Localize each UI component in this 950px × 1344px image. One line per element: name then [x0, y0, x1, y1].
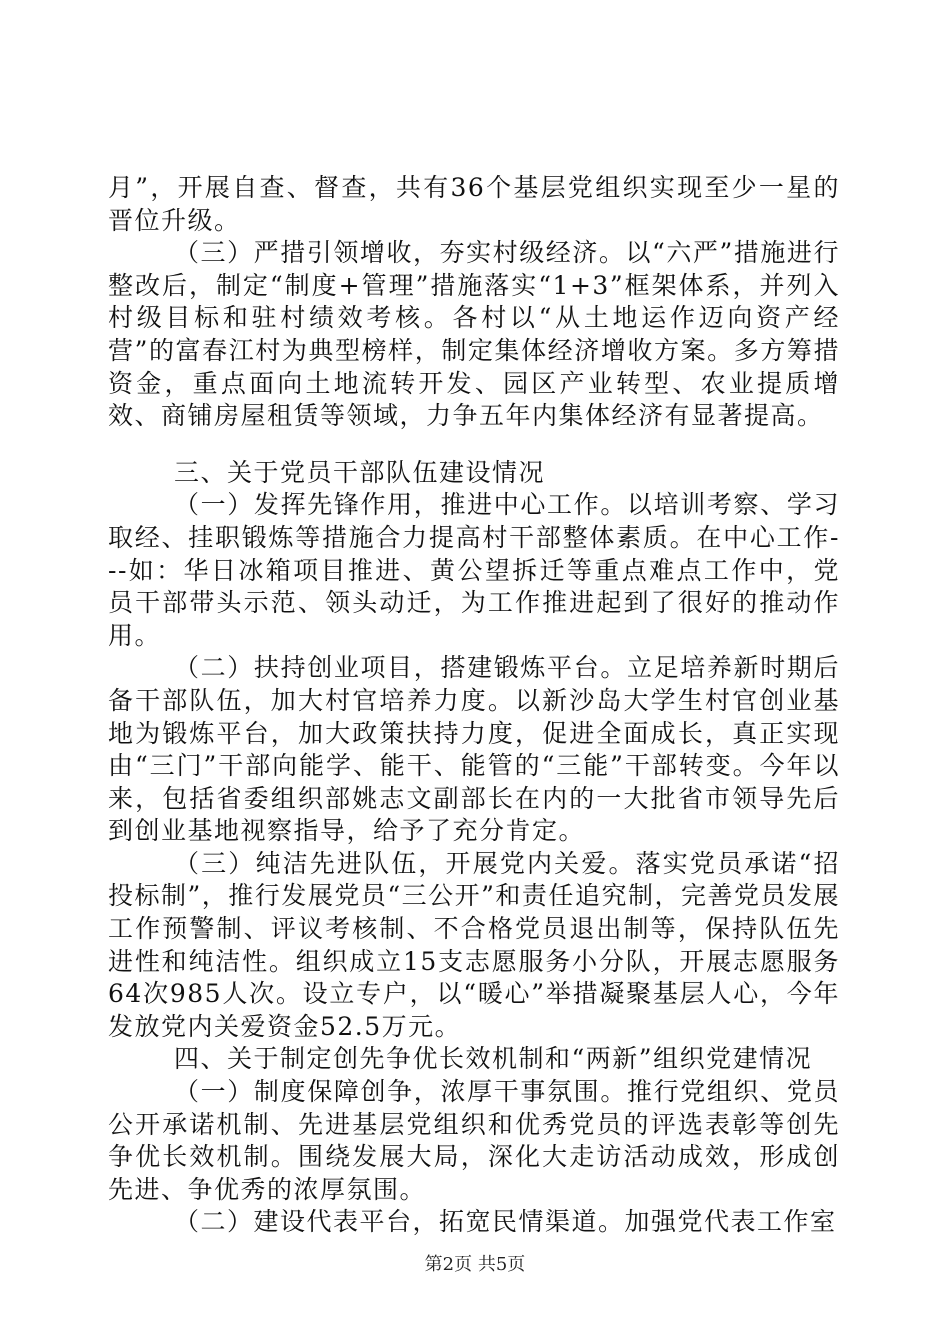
- paragraph-representative-platform: （二）建设代表平台，拓宽民情渠道。加强党代表工作室: [174, 1207, 837, 1237]
- section-gap: [108, 433, 840, 457]
- section-heading-mechanisms: 四、关于制定创先争优长效机制和“两新”组织党建情况: [174, 1044, 813, 1074]
- document-body: [108, 172, 840, 1239]
- paragraph-team-purity: （三）纯洁先进队伍，开展党内关爱。落实党员承诺“招投标制”，推行发展党员“三公开”和责任追究制，完善党员发展工作预警制、评议考核制、不合格党员退出制等，保持队伍先进性和纯洁性。组织成立15支志愿服务小分队，开展志愿服务64次985人次。设立专户，以“暖心”举措凝聚基层人心，今年发放党内关爱资金52.5万元。: [108, 848, 840, 1041]
- paragraph-system-guarantee: （一）制度保障创争，浓厚干事氛围。推行党组织、党员公开承诺机制、先进基层党组织和优秀党员的评选表彰等创先争优长效机制。围绕发展大局，深化大走访活动成效，形成创先进、争优秀的浓厚氛围。: [108, 1077, 840, 1204]
- paragraph-village-economy: （三）严措引领增收，夯实村级经济。以“六严”措施进行整改后，制定“制度+管理”措施落实“1+3”框架体系，并列入村级目标和驻村绩效考核。各村以“从土地运作迈向资产经营”的富春江村为典型榜样，制定集体经济增收方案。多方筹措资金，重点面向土地流转开发、园区产业转型、农业提质增效、商铺房屋租赁等领域，力争五年内集体经济有显著提高。: [108, 238, 840, 431]
- page-number-footer: 第2页 共5页: [424, 1254, 526, 1275]
- section-heading-party-cadres: 三、关于党员干部队伍建设情况: [174, 457, 546, 487]
- paragraph-continuation: 月”，开展自查、督查，共有36个基层党组织实现至少一星的晋位升级。: [108, 173, 840, 235]
- paragraph-vanguard-role: （一）发挥先锋作用，推进中心工作。以培训考察、学习取经、挂职锻炼等措施合力提高村干部整体素质。在中心工作---如：华日冰箱项目推进、黄公望拆迁等重点难点工作中，党员干部带头示范、领头动迁，为工作推进起到了很好的推动作用。: [108, 490, 840, 650]
- paragraph-entrepreneurship: （二）扶持创业项目，搭建锻炼平台。立足培养新时期后备干部队伍，加大村官培养力度。以新沙岛大学生村官创业基地为锻炼平台，加大政策扶持力度，促进全面成长，真正实现由“三门”干部向能学、能干、能管的“三能”干部转变。今年以来，包括省委组织部姚志文副部长在内的一大批省市领导先后到创业基地视察指导，给予了充分肯定。: [108, 653, 840, 846]
